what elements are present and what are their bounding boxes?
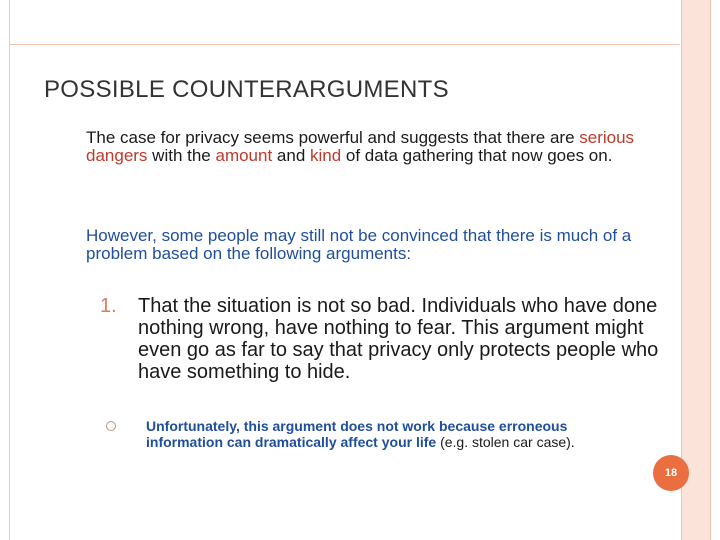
argument-number: 1. xyxy=(100,295,117,317)
sub-bullet-plain: (e.g. stolen car case). xyxy=(436,433,575,450)
sub-bullet-text xyxy=(146,419,646,450)
page-number-badge: 18 xyxy=(653,455,689,491)
intro-highlight-amount: amount xyxy=(215,146,273,165)
intro-text-c: with the xyxy=(147,146,216,165)
intro-text-g: of data gathering that now goes on. xyxy=(341,146,613,165)
sub-bullet-bold: Unfortunately, this argument does not work because erroneous information can dramatically affect your life xyxy=(146,418,568,450)
intro-text-e: and xyxy=(272,146,310,165)
intro-text-a: The case for privacy seems powerful and suggests that there are xyxy=(86,128,580,147)
argument-text: That the situation is not so bad. Individuals who have done nothing wrong, have nothing to fear. This argument might even go as far to say that privacy only protects people who have something to hide. xyxy=(138,295,659,383)
intro-paragraph xyxy=(86,129,646,165)
left-border-line xyxy=(9,0,10,540)
right-border-strip xyxy=(681,0,711,540)
intro-highlight-kind: kind xyxy=(310,146,342,165)
title-divider xyxy=(10,44,680,45)
circle-bullet-icon xyxy=(106,421,116,431)
intro-highlight-dangers: serious dangers xyxy=(86,128,635,165)
slide-title: POSSIBLE COUNTERARGUMENTS xyxy=(44,76,449,103)
however-paragraph: However, some people may still not be convinced that there is much of a problem based on the following arguments: xyxy=(86,226,632,263)
